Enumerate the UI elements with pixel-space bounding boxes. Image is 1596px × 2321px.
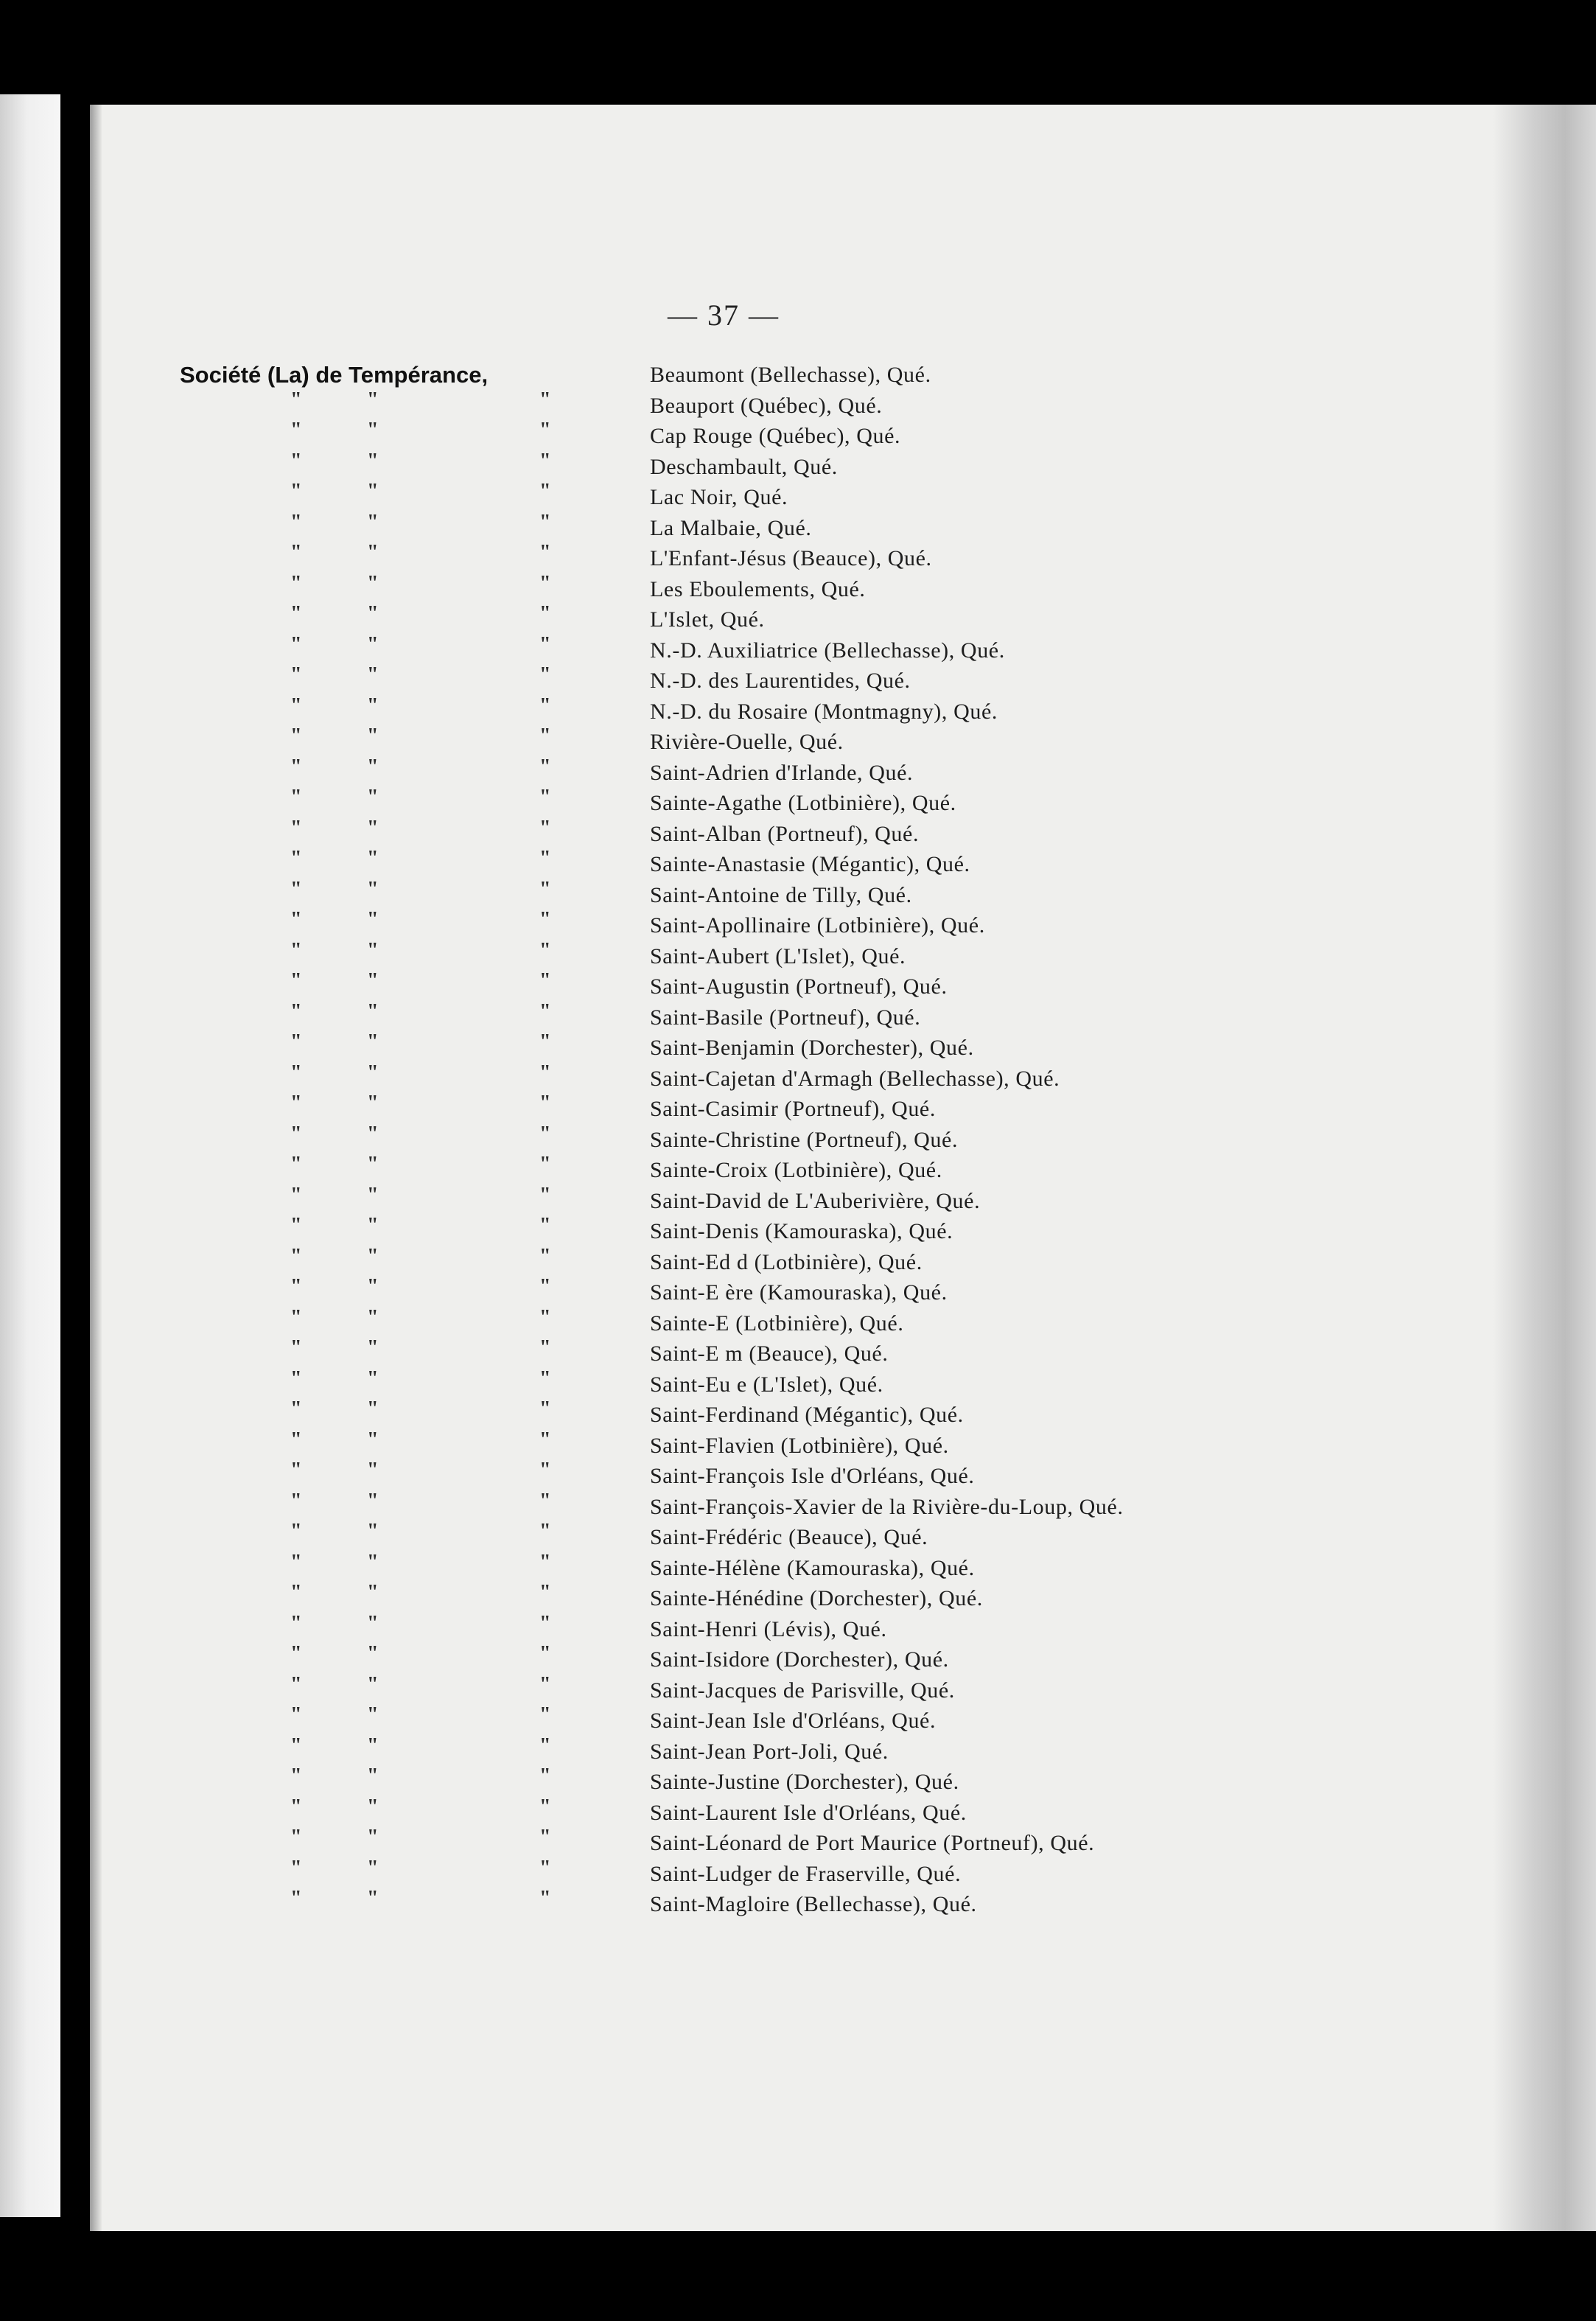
- list-item: [180, 788, 1315, 819]
- list-item: [180, 632, 1315, 666]
- ditto-mark: ": [290, 1856, 302, 1880]
- ditto-mark: ": [539, 1703, 551, 1726]
- place-name: Saint-Ferdinand (Mégantic), Qué.: [650, 1403, 964, 1427]
- ditto-mark: ": [539, 1061, 551, 1084]
- ditto-mark: ": [539, 938, 551, 962]
- ditto-mark: ": [539, 1214, 551, 1237]
- ditto-mark: ": [290, 1122, 302, 1145]
- ditto-mark: ": [367, 877, 379, 901]
- list-item: [180, 449, 1315, 483]
- ditto-mark: ": [290, 999, 302, 1023]
- place-name: Saint-Eu e (L'Islet), Qué.: [650, 1372, 883, 1397]
- ditto-mark: ": [367, 541, 379, 564]
- place-name: Saint-Frédéric (Beauce), Qué.: [650, 1525, 928, 1549]
- ditto-mark: ": [367, 847, 379, 870]
- ditto-mark: ": [367, 1520, 379, 1543]
- list-item: [180, 510, 1315, 544]
- list-item: [180, 1611, 1315, 1645]
- place-name: Sainte-Croix (Lotbinière), Qué.: [650, 1158, 942, 1182]
- place-name: N.-D. Auxiliatrice (Bellechasse), Qué.: [650, 638, 1005, 663]
- place-name: Les Eboulements, Qué.: [650, 576, 866, 601]
- list-item: [180, 1369, 1315, 1400]
- ditto-mark: ": [539, 1887, 551, 1910]
- ditto-mark: ": [367, 1244, 379, 1268]
- ditto-mark: ": [290, 1030, 302, 1053]
- ditto-mark: ": [367, 1122, 379, 1145]
- place-name: Saint-Denis (Kamouraska), Qué.: [650, 1219, 953, 1243]
- ditto-mark: ": [539, 1734, 551, 1757]
- list-item: [180, 1703, 1315, 1737]
- place-name: Deschambault, Qué.: [650, 454, 838, 479]
- ditto-mark: ": [290, 1734, 302, 1757]
- ditto-mark: ": [367, 969, 379, 992]
- ditto-mark: ": [290, 1275, 302, 1298]
- place-name: Sainte-Hélène (Kamouraska), Qué.: [650, 1555, 975, 1580]
- ditto-mark: ": [367, 694, 379, 717]
- ditto-mark: ": [367, 602, 379, 625]
- ditto-mark: ": [290, 1489, 302, 1512]
- place-name: Saint-Isidore (Dorchester), Qué.: [650, 1647, 949, 1672]
- ditto-mark: ": [367, 938, 379, 962]
- list-item: [180, 1244, 1315, 1278]
- list-item: [180, 694, 1315, 727]
- ditto-mark: ": [290, 1765, 302, 1787]
- ditto-mark: ": [539, 1459, 551, 1481]
- ditto-mark: ": [539, 541, 551, 564]
- ditto-mark: ": [290, 908, 302, 931]
- ditto-mark: ": [290, 1183, 302, 1207]
- ditto-mark: ": [290, 1795, 302, 1818]
- list-item: [180, 1122, 1315, 1156]
- ditto-mark: ": [290, 1887, 302, 1910]
- ditto-mark: ": [290, 1244, 302, 1268]
- place-name: Saint-Laurent Isle d'Orléans, Qué.: [650, 1800, 967, 1825]
- ditto-mark: ": [290, 571, 302, 595]
- list-item: [180, 910, 1315, 941]
- list-item: [180, 1489, 1315, 1523]
- ditto-mark: ": [539, 847, 551, 870]
- place-name: Saint-Ed d (Lotbinière), Qué.: [650, 1249, 923, 1274]
- place-name: Saint-Henri (Lévis), Qué.: [650, 1616, 887, 1641]
- place-name: Lac Noir, Qué.: [650, 485, 788, 509]
- place-name: Sainte-E (Lotbinière), Qué.: [650, 1310, 904, 1336]
- place-name: Saint-François Isle d'Orléans, Qué.: [650, 1464, 975, 1488]
- place-name: Beauport (Québec), Qué.: [650, 393, 883, 418]
- place-name: Saint-François-Xavier de la Rivière-du-Loup, Qué.: [650, 1494, 1124, 1519]
- ditto-mark: ": [367, 1214, 379, 1237]
- place-name: Saint-Flavien (Lotbinière), Qué.: [650, 1433, 949, 1458]
- place-name: Saint-Casimir (Portneuf), Qué.: [650, 1097, 936, 1121]
- ditto-mark: ": [367, 449, 379, 472]
- ditto-mark: ": [290, 1061, 302, 1084]
- ditto-mark: ": [367, 1428, 379, 1451]
- place-name: Sainte-Agathe (Lotbinière), Qué.: [650, 791, 956, 815]
- ditto-mark: ": [367, 755, 379, 778]
- ditto-mark: ": [539, 1520, 551, 1543]
- list-item: [180, 543, 1315, 574]
- place-name: La Malbaie, Qué.: [650, 515, 812, 540]
- ditto-mark: ": [290, 816, 302, 840]
- ditto-mark: ": [290, 969, 302, 992]
- ditto-mark: ": [539, 1275, 551, 1298]
- facing-page-edge: [0, 94, 60, 2217]
- ditto-mark: ": [290, 510, 302, 534]
- society-heading: Société (La) de Tempérance,: [180, 362, 489, 388]
- ditto-mark: ": [367, 1305, 379, 1329]
- ditto-mark: ": [539, 1826, 551, 1849]
- ditto-mark: ": [290, 786, 302, 809]
- list-item: [180, 1672, 1315, 1706]
- ditto-mark: ": [367, 632, 379, 656]
- ditto-mark: ": [539, 1795, 551, 1818]
- ditto-mark: ": [367, 725, 379, 747]
- ditto-mark: ": [367, 1367, 379, 1390]
- ditto-mark: ": [539, 999, 551, 1023]
- list-item: [180, 877, 1315, 911]
- ditto-mark: ": [539, 1305, 551, 1329]
- place-name: Saint-Jean Port-Joli, Qué.: [650, 1739, 889, 1764]
- place-name: Saint-E ère (Kamouraska), Qué.: [650, 1280, 948, 1305]
- ditto-mark: ": [539, 1244, 551, 1268]
- ditto-mark: ": [539, 1336, 551, 1359]
- ditto-mark: ": [539, 1856, 551, 1880]
- ditto-mark: ": [290, 938, 302, 962]
- list-item: [180, 1856, 1315, 1890]
- ditto-mark: ": [290, 1826, 302, 1849]
- place-name: Saint-Jacques de Parisville, Qué.: [650, 1678, 955, 1703]
- list-item: [180, 604, 1315, 635]
- place-name: Saint-Léonard de Port Maurice (Portneuf), Qué.: [650, 1831, 1095, 1855]
- ditto-mark: ": [539, 571, 551, 595]
- list-item: [180, 1734, 1315, 1767]
- ditto-mark: ": [290, 480, 302, 503]
- ditto-mark: ": [290, 1581, 302, 1604]
- ditto-mark: ": [367, 1153, 379, 1176]
- list-item: [180, 663, 1315, 697]
- ditto-mark: ": [539, 755, 551, 778]
- ditto-mark: ": [290, 1703, 302, 1726]
- ditto-mark: ": [367, 1795, 379, 1818]
- ditto-mark: ": [290, 1336, 302, 1359]
- place-name: Sainte-Justine (Dorchester), Qué.: [650, 1770, 959, 1794]
- ditto-mark: ": [367, 1826, 379, 1849]
- place-name: Sainte-Anastasie (Mégantic), Qué.: [650, 852, 970, 876]
- ditto-mark: ": [290, 663, 302, 686]
- list-item: [180, 849, 1315, 880]
- list-item: [180, 388, 1315, 422]
- place-name: Saint-Cajetan d'Armagh (Bellechasse), Qué.: [650, 1066, 1060, 1091]
- ditto-mark: ": [367, 1734, 379, 1757]
- place-name: Saint-Ludger de Fraserville, Qué.: [650, 1861, 962, 1886]
- document-page: [90, 105, 1596, 2231]
- ditto-mark: ": [539, 1672, 551, 1696]
- ditto-mark: ": [367, 1703, 379, 1726]
- ditto-mark: ": [290, 1367, 302, 1390]
- ditto-mark: ": [290, 1459, 302, 1481]
- list-item: [180, 1767, 1315, 1798]
- ditto-mark: ": [539, 1397, 551, 1420]
- ditto-mark: ": [539, 1550, 551, 1574]
- ditto-mark: ": [539, 663, 551, 686]
- ditto-mark: ": [290, 1214, 302, 1237]
- ditto-mark: ": [367, 1581, 379, 1604]
- place-name: Saint-E m (Beauce), Qué.: [650, 1341, 889, 1366]
- ditto-mark: ": [290, 1397, 302, 1420]
- place-name: Cap Rouge (Québec), Qué.: [650, 424, 901, 448]
- list-item: [180, 1795, 1315, 1829]
- ditto-mark: ": [367, 1183, 379, 1207]
- ditto-mark: ": [539, 1611, 551, 1635]
- ditto-mark: ": [539, 816, 551, 840]
- list-item: [180, 1338, 1315, 1369]
- ditto-mark: ": [539, 877, 551, 901]
- ditto-mark: ": [367, 1611, 379, 1635]
- page-edge-shadow: [1493, 105, 1596, 2231]
- ditto-mark: ": [539, 1153, 551, 1176]
- ditto-mark: ": [367, 1765, 379, 1787]
- place-name: N.-D. du Rosaire (Montmagny), Qué.: [650, 699, 998, 724]
- ditto-mark: ": [367, 1397, 379, 1420]
- list-item: [180, 1428, 1315, 1462]
- ditto-mark: ": [539, 510, 551, 534]
- ditto-mark: ": [290, 1611, 302, 1635]
- place-name: Saint-Benjamin (Dorchester), Qué.: [650, 1036, 974, 1060]
- ditto-mark: ": [290, 541, 302, 564]
- ditto-mark: ": [539, 1030, 551, 1053]
- ditto-mark: ": [290, 1153, 302, 1176]
- list-item: [180, 1397, 1315, 1431]
- list-item: [180, 1155, 1315, 1186]
- ditto-mark: ": [539, 969, 551, 992]
- list-item: [180, 1061, 1315, 1095]
- ditto-mark: ": [290, 847, 302, 870]
- ditto-mark: ": [367, 1642, 379, 1665]
- place-name: Saint-Antoine de Tilly, Qué.: [650, 882, 912, 907]
- ditto-mark: ": [539, 419, 551, 441]
- place-name: L'Islet, Qué.: [650, 607, 765, 632]
- ditto-mark: ": [290, 877, 302, 901]
- list-item: [180, 816, 1315, 850]
- list-item: [180, 727, 1315, 758]
- place-name: Saint-Apollinaire (Lotbinière), Qué.: [650, 913, 985, 938]
- ditto-mark: ": [367, 999, 379, 1023]
- ditto-mark: ": [290, 1520, 302, 1543]
- ditto-mark: ": [367, 816, 379, 840]
- list-item: [180, 755, 1315, 789]
- page-gutter: [90, 105, 102, 2231]
- ditto-mark: ": [290, 1672, 302, 1696]
- ditto-mark: ": [539, 1367, 551, 1390]
- page-number: — 37 —: [668, 299, 780, 332]
- place-name: Saint-Magloire (Bellechasse), Qué.: [650, 1892, 977, 1916]
- list-item: [180, 1461, 1315, 1492]
- place-name: Saint-Aubert (L'Islet), Qué.: [650, 943, 906, 968]
- ditto-mark: ": [539, 1489, 551, 1512]
- list-item: [180, 571, 1315, 605]
- ditto-mark: ": [290, 725, 302, 747]
- list-item: [180, 1216, 1315, 1247]
- ditto-mark: ": [367, 1030, 379, 1053]
- place-name: Saint-Basile (Portneuf), Qué.: [650, 1005, 921, 1030]
- place-name: Saint-David de L'Auberivière, Qué.: [650, 1188, 981, 1213]
- ditto-mark: ": [367, 571, 379, 595]
- place-name: L'Enfant-Jésus (Beauce), Qué.: [650, 546, 932, 570]
- ditto-mark: ": [290, 694, 302, 717]
- ditto-mark: ": [367, 510, 379, 534]
- ditto-mark: ": [290, 1428, 302, 1451]
- ditto-mark: ": [367, 1275, 379, 1298]
- list-item: [180, 1644, 1315, 1675]
- ditto-mark: ": [290, 1092, 302, 1114]
- ditto-mark: ": [539, 1428, 551, 1451]
- ditto-mark: ": [290, 1642, 302, 1665]
- place-name: Saint-Jean Isle d'Orléans, Qué.: [650, 1709, 937, 1733]
- ditto-mark: ": [367, 1489, 379, 1512]
- ditto-mark: ": [290, 449, 302, 472]
- ditto-mark: ": [367, 786, 379, 809]
- ditto-mark: ": [367, 388, 379, 411]
- ditto-mark: ": [290, 1305, 302, 1329]
- place-name: Beaumont (Bellechasse), Qué.: [650, 363, 931, 387]
- ditto-mark: ": [290, 419, 302, 441]
- ditto-mark: ": [539, 632, 551, 656]
- ditto-mark: ": [539, 786, 551, 809]
- ditto-mark: ": [367, 908, 379, 931]
- list-item: [180, 1277, 1315, 1308]
- place-name: Saint-Alban (Portneuf), Qué.: [650, 821, 920, 846]
- place-name: Sainte-Christine (Portneuf), Qué.: [650, 1127, 959, 1152]
- ditto-mark: ": [290, 388, 302, 411]
- ditto-mark: ": [290, 602, 302, 625]
- ditto-mark: ": [367, 1550, 379, 1574]
- ditto-mark: ": [539, 1642, 551, 1665]
- list-item: [180, 360, 1315, 391]
- list-item: [180, 1583, 1315, 1614]
- ditto-mark: ": [367, 419, 379, 441]
- place-name: Rivière-Ouelle, Qué.: [650, 730, 844, 754]
- ditto-mark: ": [539, 694, 551, 717]
- place-name: Sainte-Hénédine (Dorchester), Qué.: [650, 1586, 983, 1610]
- list-item: [180, 999, 1315, 1033]
- ditto-mark: ": [367, 1336, 379, 1359]
- ditto-mark: ": [367, 1672, 379, 1696]
- list-item: [180, 1828, 1315, 1859]
- ditto-mark: ": [367, 1856, 379, 1880]
- ditto-mark: ": [367, 1061, 379, 1084]
- place-name: Saint-Adrien d'Irlande, Qué.: [650, 760, 914, 785]
- list-item: [180, 1522, 1315, 1553]
- ditto-mark: ": [539, 1092, 551, 1114]
- ditto-mark: ": [367, 1887, 379, 1910]
- ditto-mark: ": [367, 480, 379, 503]
- ditto-mark: ": [367, 1459, 379, 1481]
- list-item: [180, 1030, 1315, 1064]
- ditto-mark: ": [290, 1550, 302, 1574]
- ditto-mark: ": [539, 388, 551, 411]
- list-item: [180, 971, 1315, 1002]
- ditto-mark: ": [539, 480, 551, 503]
- place-name: Saint-Augustin (Portneuf), Qué.: [650, 974, 948, 999]
- list-item: [180, 1183, 1315, 1217]
- list-item: [180, 1305, 1315, 1339]
- ditto-mark: ": [290, 632, 302, 656]
- list-item: [180, 1550, 1315, 1584]
- list-item: [180, 938, 1315, 972]
- ditto-mark: ": [539, 1581, 551, 1604]
- ditto-mark: ": [539, 449, 551, 472]
- place-name: N.-D. des Laurentides, Qué.: [650, 669, 911, 693]
- ditto-mark: ": [290, 755, 302, 778]
- ditto-mark: ": [539, 602, 551, 625]
- ditto-mark: ": [367, 663, 379, 686]
- ditto-mark: ": [539, 1122, 551, 1145]
- society-listing: [180, 360, 1315, 1920]
- list-item: [180, 1889, 1315, 1920]
- ditto-mark: ": [539, 1765, 551, 1787]
- list-item: [180, 482, 1315, 513]
- ditto-mark: ": [367, 1092, 379, 1114]
- ditto-mark: ": [539, 1183, 551, 1207]
- list-item: [180, 1094, 1315, 1125]
- ditto-mark: ": [539, 725, 551, 747]
- list-item: [180, 421, 1315, 452]
- ditto-mark: ": [539, 908, 551, 931]
